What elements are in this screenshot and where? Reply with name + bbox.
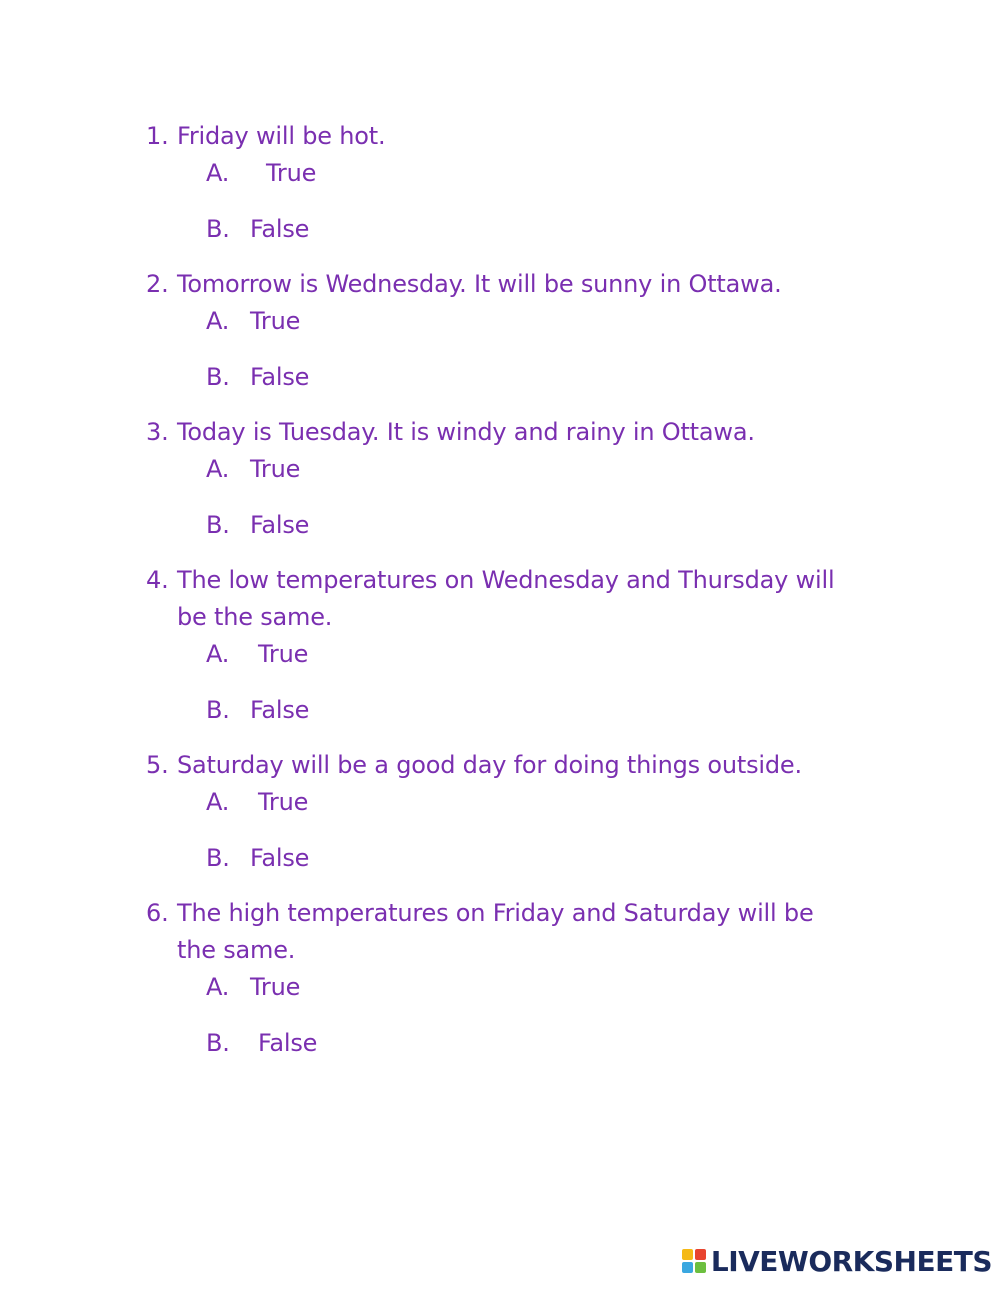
question-2	[146, 266, 906, 396]
option-text: False	[250, 844, 310, 872]
option-letter: B.	[206, 696, 230, 724]
question-4	[146, 562, 906, 729]
question-text: The high temperatures on Friday and Saturday will be	[177, 899, 814, 927]
option-a[interactable]	[206, 969, 966, 1006]
option-letter: A.	[206, 640, 230, 668]
question-text-continued: be the same.	[177, 603, 333, 631]
option-letter: A.	[206, 788, 230, 816]
option-letter: A.	[206, 973, 230, 1001]
option-text: False	[258, 1029, 318, 1057]
option-a[interactable]	[206, 303, 966, 340]
question-number: 2.	[146, 270, 169, 298]
option-text: True	[258, 788, 309, 816]
option-b[interactable]	[206, 359, 966, 396]
question-6	[146, 895, 906, 1062]
option-text: False	[250, 363, 310, 391]
option-text: False	[250, 215, 310, 243]
logo-text: LIVEWORKSHEETS	[710, 1244, 992, 1278]
option-letter: A.	[206, 455, 230, 483]
option-letter: B.	[206, 511, 230, 539]
question-number: 4.	[146, 566, 169, 594]
question-text: Saturday will be a good day for doing things outside.	[177, 751, 802, 779]
question-text-continued: the same.	[177, 936, 296, 964]
option-a[interactable]	[206, 155, 966, 192]
option-text: True	[266, 159, 317, 187]
option-text: False	[250, 696, 310, 724]
option-b[interactable]	[206, 1025, 966, 1062]
question-text: Friday will be hot.	[177, 122, 386, 150]
question-text: Today is Tuesday. It is windy and rainy in Ottawa.	[177, 418, 755, 446]
liveworksheets-logo	[682, 1245, 992, 1277]
question-5	[146, 747, 906, 877]
logo-squares-icon	[682, 1249, 706, 1273]
option-text: True	[250, 307, 301, 335]
option-letter: B.	[206, 215, 230, 243]
question-3	[146, 414, 906, 544]
option-letter: B.	[206, 363, 230, 391]
option-b[interactable]	[206, 692, 966, 729]
option-text: False	[250, 511, 310, 539]
option-a[interactable]	[206, 636, 966, 673]
option-b[interactable]	[206, 507, 966, 544]
option-letter: A.	[206, 307, 230, 335]
option-a[interactable]	[206, 451, 966, 488]
option-text: True	[258, 640, 309, 668]
option-b[interactable]	[206, 211, 966, 248]
option-b[interactable]	[206, 840, 966, 877]
question-number: 3.	[146, 418, 169, 446]
option-letter: B.	[206, 1029, 230, 1057]
option-text: True	[250, 973, 301, 1001]
question-text: The low temperatures on Wednesday and Thursday will	[177, 566, 835, 594]
question-1	[146, 118, 906, 248]
question-number: 6.	[146, 899, 169, 927]
question-text: Tomorrow is Wednesday. It will be sunny in Ottawa.	[177, 270, 782, 298]
option-text: True	[250, 455, 301, 483]
option-a[interactable]	[206, 784, 966, 821]
option-letter: B.	[206, 844, 230, 872]
option-letter: A.	[206, 159, 230, 187]
question-number: 5.	[146, 751, 169, 779]
question-number: 1.	[146, 122, 169, 150]
